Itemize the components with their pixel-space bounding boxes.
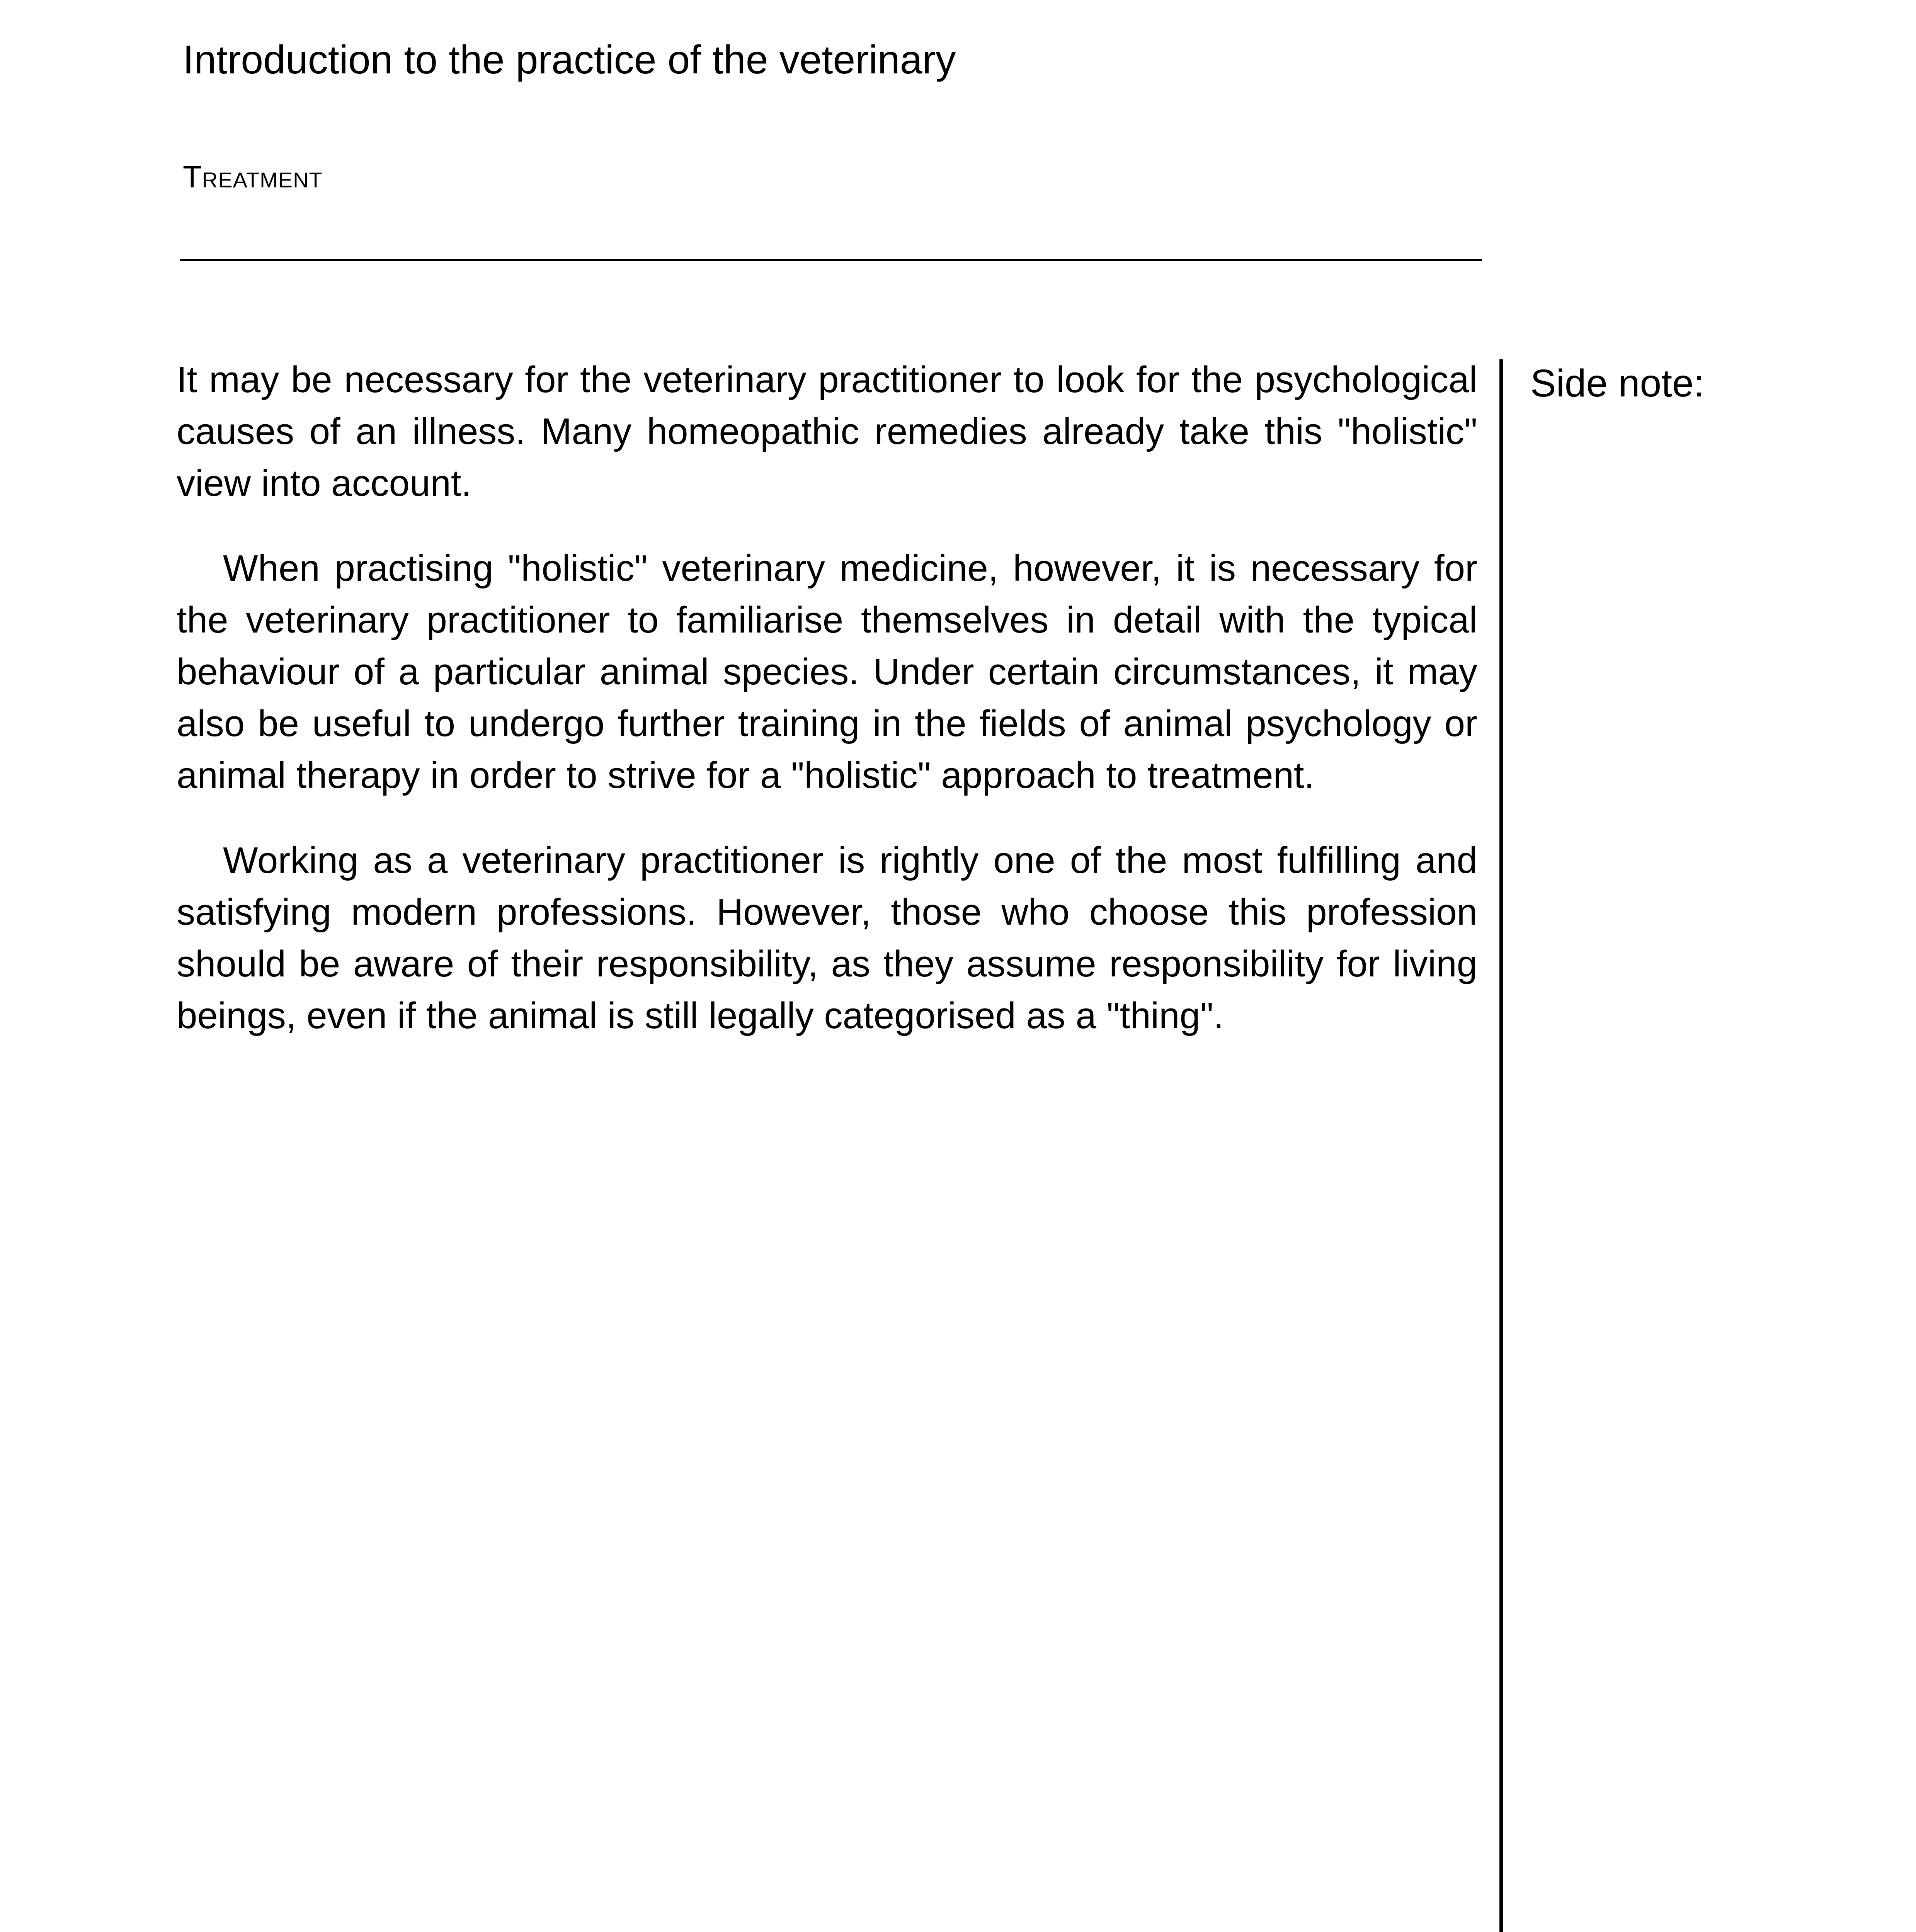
section-label: Treatment: [183, 160, 323, 194]
margin-divider: [1499, 359, 1503, 1932]
body-paragraph-1: It may be necessary for the veterinary practitioner to look for the psychological causes of an illness. Many homeopathic remedies already take this "holistic" view into account.: [177, 359, 1477, 504]
main-text-column: [177, 354, 1477, 1075]
header-divider: [180, 259, 1482, 261]
running-title: Introduction to the practice of the veterinary: [183, 37, 956, 82]
body-paragraph-2: When practising "holistic" veterinary medicine, however, it is necessary for the veterinary practitioner to familiarise themselves in detail with the typical behaviour of a particular animal species. Under certain circumstances, it may also be useful to undergo further training in the fields of animal psychology or animal therapy in order to strive for a "holistic" approach to treatment.: [177, 548, 1477, 796]
body-paragraph-3: Working as a veterinary practitioner is rightly one of the most fulfilling and satisfying modern professions. However, those who choose this profession should be aware of their responsibility, as they assume responsibility for living beings, even if the animal is still legally categorised as a "thing".: [177, 840, 1477, 1036]
side-note-label: Side note:: [1530, 362, 1705, 405]
